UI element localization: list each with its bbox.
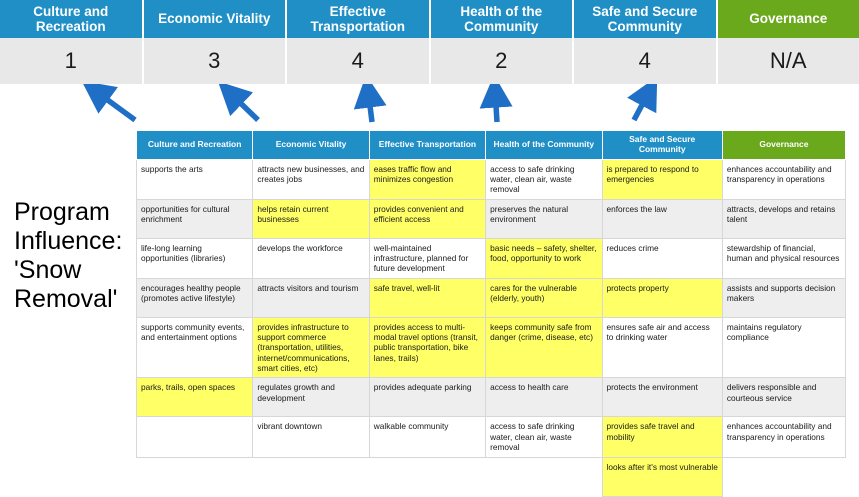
table-row [137,278,846,317]
cell-r3c5: assists and supports decision makers [722,278,845,317]
cell-r2c4: reduces crime [602,238,722,278]
cell-r7c5 [722,457,845,496]
matrix-col-economic-vitality: Economic Vitality [253,131,369,160]
table-row [137,457,846,496]
cell-r4c3: keeps community safe from danger (crime, disease, etc) [486,317,602,378]
matrix-header-row [137,131,846,160]
cell-r1c3: preserves the natural environment [486,199,602,238]
cell-r6c2: walkable community [369,417,485,457]
cell-r4c2: provides access to multi-modal travel options (transit, public transportation, bike lanes, trails) [369,317,485,378]
cell-r5c0: parks, trails, open spaces [137,378,253,417]
cell-r2c2: well-maintained infrastructure, planned for future development [369,238,485,278]
cell-r6c0 [137,417,253,457]
top-header-governance: Governance [718,0,859,38]
arrow-up-right-icon-1 [94,90,135,120]
matrix-col-safe-and-secure-community: Safe and Secure Community [602,131,722,160]
cell-r1c2: provides convenient and efficient access [369,199,485,238]
cell-r6c5: enhances accountability and transparency in operations [722,417,845,457]
cell-r0c1: attracts new businesses, and creates jobs [253,159,369,199]
arrow-up-right-icon-4 [495,90,497,122]
cell-r5c5: delivers responsible and courteous service [722,378,845,417]
matrix-col-health-of-the-community: Health of the Community [486,131,602,160]
cell-r2c1: develops the workforce [253,238,369,278]
top-header-row [0,0,859,38]
cell-r1c0: opportunities for cultural enrichment [137,199,253,238]
cell-r4c0: supports community events, and entertainment options [137,317,253,378]
cell-r1c4: enforces the law [602,199,722,238]
arrow-up-right-icon-5 [634,90,650,120]
cell-r6c3: access to safe drinking water, clean air, waste removal [486,417,602,457]
cell-r5c4: protects the environment [602,378,722,417]
cell-r6c4: provides safe travel and mobility [602,417,722,457]
cell-r7c0 [137,457,253,496]
arrow-up-right-icon-2 [229,92,258,120]
cell-r7c2 [369,457,485,496]
cell-r7c4: looks after it's most vulnerable [602,457,722,496]
score-economic-vitality: 3 [144,38,288,84]
cell-r3c4: protects property [602,278,722,317]
cell-r2c3: basic needs – safety, shelter, food, opportunity to work [486,238,602,278]
cell-r3c0: encourages healthy people (promotes active lifestyle) [137,278,253,317]
cell-r0c2: eases traffic flow and minimizes congestion [369,159,485,199]
cell-r3c2: safe travel, well-lit [369,278,485,317]
cell-r7c3 [486,457,602,496]
cell-r0c0: supports the arts [137,159,253,199]
table-row [137,378,846,417]
top-score-row [0,38,859,84]
top-header-effective-transportation: Effective Transportation [287,0,431,38]
cell-r2c5: stewardship of financial, human and physical resources [722,238,845,278]
top-header-health-of-the-community: Health of the Community [431,0,575,38]
cell-r6c1: vibrant downtown [253,417,369,457]
cell-r5c3: access to health care [486,378,602,417]
cell-r4c4: ensures safe air and access to drinking water [602,317,722,378]
top-header-culture-and-recreation: Culture and Recreation [0,0,144,38]
score-governance: N/A [718,38,859,84]
score-culture-and-recreation: 1 [0,38,144,84]
score-safe-and-secure-community: 4 [574,38,718,84]
cell-r0c5: enhances accountability and transparency in operations [722,159,845,199]
matrix-col-governance: Governance [722,131,845,160]
table-row [137,199,846,238]
strategic-outcomes-header-band [0,0,859,84]
score-health-of-the-community: 2 [431,38,575,84]
score-effective-transportation: 4 [287,38,431,84]
table-row [137,238,846,278]
cell-r0c3: access to safe drinking water, clean air, waste removal [486,159,602,199]
arrow-layer [0,84,859,130]
matrix-col-culture-and-recreation: Culture and Recreation [137,131,253,160]
outcomes-matrix-table [136,130,846,497]
arrow-up-right-icon-3 [368,90,372,122]
program-influence-caption: Program Influence: 'Snow Removal' [14,198,134,314]
cell-r2c0: life-long learning opportunities (libraries) [137,238,253,278]
table-row [137,317,846,378]
table-row [137,159,846,199]
cell-r0c4: is prepared to respond to emergencies [602,159,722,199]
cell-r5c2: provides adequate parking [369,378,485,417]
cell-r1c1: helps retain current businesses [253,199,369,238]
top-header-economic-vitality: Economic Vitality [144,0,288,38]
top-header-safe-and-secure-community: Safe and Secure Community [574,0,718,38]
cell-r3c3: cares for the vulnerable (elderly, youth) [486,278,602,317]
cell-r4c5: maintains regulatory compliance [722,317,845,378]
cell-r5c1: regulates growth and development [253,378,369,417]
cell-r3c1: attracts visitors and tourism [253,278,369,317]
matrix-col-effective-transportation: Effective Transportation [369,131,485,160]
cell-r7c1 [253,457,369,496]
cell-r1c5: attracts, develops and retains talent [722,199,845,238]
cell-r4c1: provides infrastructure to support commerce (transportation, utilities, internet/communications, smart cities, etc) [253,317,369,378]
table-row [137,417,846,457]
